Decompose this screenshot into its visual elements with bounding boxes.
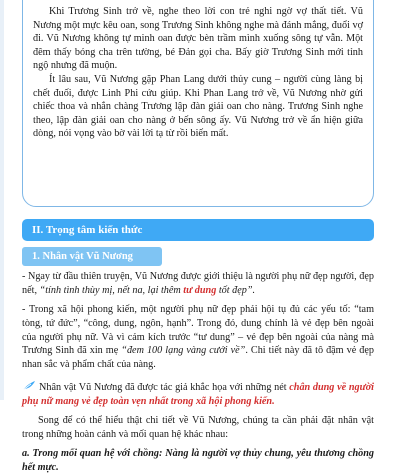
summary-box — [22, 0, 374, 207]
section-heading-banner — [22, 219, 374, 241]
body-paragraph-4 — [22, 414, 374, 442]
body-text: - Ngay từ đầu thiên truyện, Vũ Nương được giới thiệu là người phụ nữ đẹp người, đẹp nết, — [22, 271, 374, 296]
note-text: Nhân vật Vũ Nương đã được tác giả khắc họa với những nét — [39, 382, 290, 393]
quote-text: “đem 100 lạng vàng cưới về” — [121, 345, 246, 357]
subsection-title: 1. Nhân vật Vũ Nương — [32, 251, 133, 262]
summary-paragraph-1: Khi Trương Sinh trở về, nghe theo lời con trẻ nghi ngờ vợ thất tiết. Vũ Nương một mực kêu oan, song Trương Sinh không nghe mà đánh mắng, đuổi vợ đi. Vũ Nương không tự minh oan được bèn trầm mình xuống sông tự vẫn. Một đêm thấy bóng cha trên tường, bé Đản gọi cha. Bấy giờ Trương Sinh mới tỉnh ngộ nhưng đã muộn. — [33, 6, 363, 72]
body-text: Song để có thể hiểu thật chi tiết về Vũ Nương, chúng ta cần phải đặt nhân vật trong những hoàn cảnh và mối quan hệ khác nhau: — [22, 415, 374, 440]
body-text-end: . Chi tiết này đã tô đậm vẻ đẹp nhan sắc và phẩm chất của nàng. — [22, 345, 374, 371]
subheading-a-text: a. Trong mối quan hệ với chồng: Nàng là người vợ thủy chung, yêu thương chồng hết mực. — [22, 448, 374, 473]
highlight-note — [22, 380, 374, 409]
body-paragraph-1 — [22, 270, 374, 298]
note-emphasis: chân dung về người phụ nữ mang vẻ đẹp toàn vẹn nhất trong xã hội phong kiến. — [22, 382, 374, 407]
quote-text-end: tốt đẹp”. — [216, 284, 256, 296]
page-margin-stripe — [0, 0, 4, 400]
section-title: II. Trọng tâm kiến thức — [32, 224, 143, 236]
subheading-a — [22, 447, 374, 475]
emphasis-text: tư dung — [183, 284, 217, 296]
summary-paragraph-2: Ít lâu sau, Vũ Nương gặp Phan Lang dưới thủy cung – người cùng làng bị chết đuối, được Linh Phi cứu giúp. Khi Phan Lang trở về, Vũ Nương nhờ gửi chiếc thoa và nhắn chàng Trương lập đàn giải oan cho nàng. Trương Sinh nghe theo, lập đàn giải oan cho nàng ở bến sông ấy. Vũ Nương trở về ẩn hiện giữa dòng, nói vọng vào bờ vài lời tạ từ rồi biến mất. — [33, 73, 363, 140]
body-paragraph-2 — [22, 303, 374, 372]
body-text: - Trong xã hội phong kiến, một người phụ nữ đẹp phải hội tụ đủ các yếu tố: “tam tòng, tứ đức”, “công, dung, ngôn, hạnh”. Trong đó, dung chính là vẻ đẹp bên ngoài của người phụ nữ. Và vì cảm kích trước “tư dung” – vẻ đẹp bên ngoài của nàng mà Trương Sinh đã xin mẹ — [22, 304, 374, 357]
quote-text: “tính tình thùy mị, nết na, lại thêm — [39, 284, 184, 296]
subsection-heading — [22, 247, 162, 266]
feather-icon — [22, 380, 36, 391]
